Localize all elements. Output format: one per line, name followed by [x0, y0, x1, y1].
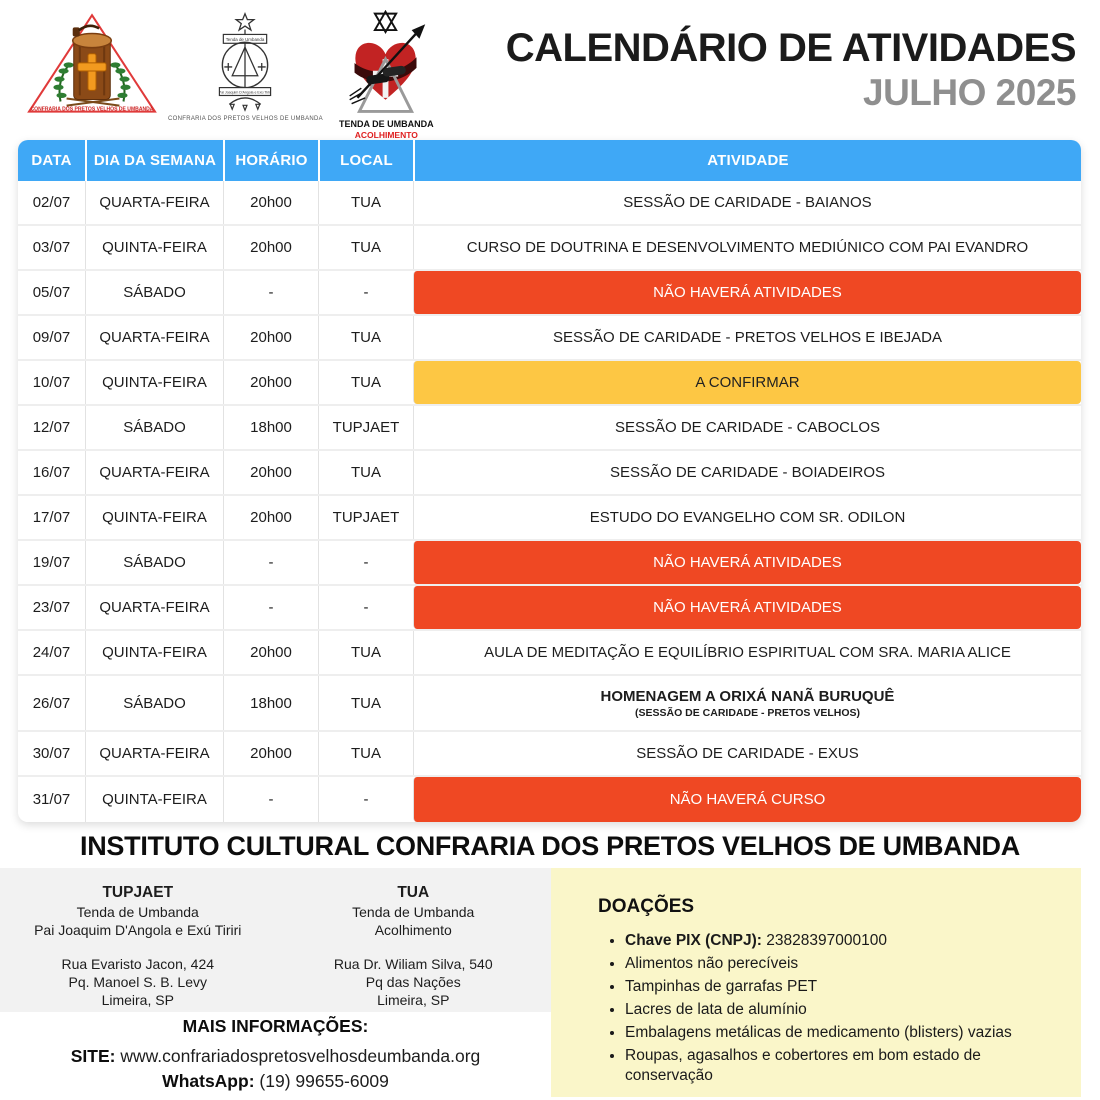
address-name-line2: Acolhimento — [374, 922, 452, 938]
tupjaet-point-icon — [181, 10, 309, 114]
table-row — [18, 181, 1081, 226]
cell-activity-no-course: NÃO HAVERÁ CURSO — [413, 777, 1081, 822]
cell-place: TUA — [318, 181, 413, 224]
institute-heading: INSTITUTO CULTURAL CONFRARIA DOS PRETOS VELHOS DE UMBANDA — [80, 831, 1020, 861]
cell-weekday: SÁBADO — [85, 271, 223, 314]
logo1-caption: CONFRARIA DOS PRETOS VELHOS DE UMBANDA — [30, 106, 154, 113]
address-tupjaet — [0, 883, 276, 1012]
cell-date: 24/07 — [32, 644, 71, 661]
cell-date: 23/07 — [32, 599, 71, 616]
address-city: Limeira, SP — [377, 992, 450, 1008]
cell-activity: SESSÃO DE CARIDADE - EXUS — [413, 732, 1081, 775]
table-row — [18, 451, 1081, 496]
tua-heart-icon — [340, 10, 432, 116]
cell-time: 20h00 — [223, 496, 318, 539]
donations-title: DOAÇÕES — [598, 896, 695, 917]
address-tua — [276, 883, 552, 1012]
address-acronym: TUA — [397, 884, 430, 901]
cell-weekday: QUARTA-FEIRA — [85, 586, 223, 629]
cell-time: 20h00 — [223, 451, 318, 494]
cell-place: TUA — [318, 631, 413, 674]
title-block — [506, 26, 1076, 115]
cell-weekday: QUINTA-FEIRA — [85, 631, 223, 674]
more-info-block — [0, 1016, 551, 1092]
cell-place: - — [318, 541, 413, 584]
cell-weekday: QUARTA-FEIRA — [85, 316, 223, 359]
cell-time: 20h00 — [223, 361, 318, 404]
site-line — [0, 1046, 551, 1067]
address-city: Limeira, SP — [101, 992, 174, 1008]
cell-activity: SESSÃO DE CARIDADE - CABOCLOS — [413, 406, 1081, 449]
cell-activity: SESSÃO DE CARIDADE - PRETOS VELHOS E IBEJADA — [413, 316, 1081, 359]
table-row — [18, 631, 1081, 676]
more-info-title: MAIS INFORMAÇÕES: — [182, 1016, 369, 1036]
cell-date: 16/07 — [32, 464, 71, 481]
cell-place: TUA — [318, 226, 413, 269]
table-row — [18, 732, 1081, 777]
cell-date: 12/07 — [32, 419, 71, 436]
cell-weekday: QUINTA-FEIRA — [85, 777, 223, 822]
cell-date: 10/07 — [32, 374, 71, 391]
cell-activity: AULA DE MEDITAÇÃO E EQUILÍBRIO ESPIRITUAL COM SRA. MARIA ALICE — [413, 631, 1081, 674]
cell-date: 02/07 — [32, 194, 71, 211]
cell-time: - — [223, 777, 318, 822]
cell-date: 30/07 — [32, 745, 71, 762]
table-row — [18, 676, 1081, 732]
cell-time: - — [223, 271, 318, 314]
cell-place: TUA — [318, 732, 413, 775]
cell-time: 20h00 — [223, 316, 318, 359]
donation-item: • Alimentos não perecíveis — [625, 954, 1045, 974]
address-acronym: TUPJAET — [102, 884, 174, 901]
cell-activity-no-activities: NÃO HAVERÁ ATIVIDADES — [413, 586, 1081, 629]
whatsapp-line — [0, 1071, 551, 1092]
cell-activity-no-activities: NÃO HAVERÁ ATIVIDADES — [413, 541, 1081, 584]
cell-activity-no-activities: NÃO HAVERÁ ATIVIDADES — [413, 271, 1081, 314]
cell-activity: SESSÃO DE CARIDADE - BOIADEIROS — [413, 451, 1081, 494]
donation-item: • Embalagens metálicas de medicamento (blisters) vazias — [625, 1023, 1045, 1043]
cell-weekday: QUARTA-FEIRA — [85, 732, 223, 775]
table-row — [18, 226, 1081, 271]
cell-date: 19/07 — [32, 554, 71, 571]
cell-place: TUA — [318, 361, 413, 404]
cell-date: 31/07 — [32, 791, 71, 808]
cell-place: TUA — [318, 451, 413, 494]
cell-weekday: QUARTA-FEIRA — [85, 451, 223, 494]
cell-time: 20h00 — [223, 181, 318, 224]
logo3-caption-line1: TENDA DE UMBANDA — [338, 119, 434, 129]
cell-date: 03/07 — [32, 239, 71, 256]
donation-item: • Roupas, agasalhos e cobertores em bom estado de conservação — [625, 1046, 1045, 1086]
cell-date: 05/07 — [32, 284, 71, 301]
address-name-line1: Tenda de Umbanda — [352, 904, 475, 920]
cell-place: TUA — [318, 316, 413, 359]
activities-table — [18, 140, 1081, 822]
cell-time: - — [223, 541, 318, 584]
donation-item: • Tampinhas de garrafas PET — [625, 977, 1045, 997]
address-street: Rua Evaristo Jacon, 424 — [61, 956, 215, 972]
table-row — [18, 586, 1081, 631]
table-row — [18, 361, 1081, 406]
addresses-panel — [0, 868, 551, 1012]
address-district: Pq das Nações — [365, 974, 461, 990]
confraria-triangle-icon — [26, 10, 158, 126]
column-header-atividade: ATIVIDADE — [413, 140, 1081, 181]
column-header-data: DATA — [31, 152, 72, 169]
donations-list — [625, 931, 1045, 1086]
donation-item: • Lacres de lata de alumínio — [625, 1000, 1045, 1020]
cell-activity: CURSO DE DOUTRINA E DESENVOLVIMENTO MEDIÚNICO COM PAI EVANDRO — [413, 226, 1081, 269]
cell-place: - — [318, 586, 413, 629]
cell-activity-homage — [413, 676, 1081, 730]
activity-subtitle: (SESSÃO DE CARIDADE - PRETOS VELHOS) — [634, 706, 860, 719]
table-row — [18, 406, 1081, 451]
address-name-line2: Pai Joaquim D'Angola e Exú Tiriri — [34, 922, 242, 938]
donations-panel — [551, 868, 1081, 1097]
logo3-caption-line2: ACOLHIMENTO — [354, 130, 418, 140]
whatsapp-label: WhatsApp: — [162, 1071, 255, 1091]
site-label: SITE: — [70, 1046, 116, 1066]
logo-strip — [26, 10, 434, 140]
cell-weekday: QUINTA-FEIRA — [85, 496, 223, 539]
cell-activity: ESTUDO DO EVANGELHO COM SR. ODILON — [413, 496, 1081, 539]
cell-place: - — [318, 777, 413, 822]
donation-item-pix — [625, 931, 1045, 951]
table-row — [18, 496, 1081, 541]
cell-time: 18h00 — [223, 406, 318, 449]
table-row — [18, 316, 1081, 361]
logo2-banner-top: Tenda de Umbanda — [226, 36, 265, 42]
cell-date: 17/07 — [32, 509, 71, 526]
cell-place: TUA — [318, 676, 413, 730]
cell-place: - — [318, 271, 413, 314]
cell-weekday: SÁBADO — [85, 676, 223, 730]
cell-weekday: QUINTA-FEIRA — [85, 226, 223, 269]
cell-time: 20h00 — [223, 226, 318, 269]
activity-title: HOMENAGEM A ORIXÁ NANÃ BURUQUÊ — [600, 687, 895, 705]
cell-time: 20h00 — [223, 631, 318, 674]
address-district: Pq. Manoel S. B. Levy — [68, 974, 208, 990]
spacer — [0, 939, 276, 955]
cell-place: TUPJAET — [318, 496, 413, 539]
page-title: CALENDÁRIO DE ATIVIDADES — [505, 26, 1076, 70]
table-row — [18, 541, 1081, 586]
whatsapp-number: (19) 99655-6009 — [259, 1071, 389, 1091]
cell-time: - — [223, 586, 318, 629]
cell-weekday: SÁBADO — [85, 541, 223, 584]
cell-time: 20h00 — [223, 732, 318, 775]
column-header-horario: HORÁRIO — [223, 140, 318, 181]
logo2-caption: CONFRARIA DOS PRETOS VELHOS DE UMBANDA — [168, 116, 323, 122]
cell-weekday: QUINTA-FEIRA — [85, 361, 223, 404]
tupjaet-point-logo — [168, 10, 323, 122]
table-row — [18, 777, 1081, 822]
cell-weekday: QUARTA-FEIRA — [85, 181, 223, 224]
address-street: Rua Dr. Wiliam Silva, 540 — [333, 956, 493, 972]
tua-heart-logo — [339, 10, 434, 140]
page-subtitle: JULHO 2025 — [863, 72, 1076, 113]
column-header-local: LOCAL — [318, 140, 413, 181]
confraria-triangle-logo — [26, 10, 158, 126]
cell-time: 18h00 — [223, 676, 318, 730]
table-header-row — [18, 140, 1081, 181]
address-name-line1: Tenda de Umbanda — [76, 904, 199, 920]
cell-date: 09/07 — [32, 329, 71, 346]
cell-date: 26/07 — [32, 694, 71, 712]
cell-weekday: SÁBADO — [85, 406, 223, 449]
site-url: www.confrariadospretosvelhosdeumbanda.org — [120, 1046, 481, 1066]
column-header-dia: DIA DA SEMANA — [85, 140, 223, 181]
spacer — [276, 939, 552, 955]
pix-key: 23828397000100 — [766, 932, 887, 949]
cell-place: TUPJAET — [318, 406, 413, 449]
cell-activity-to-confirm: A CONFIRMAR — [413, 361, 1081, 404]
pix-label: Chave PIX (CNPJ): — [625, 932, 767, 949]
table-row — [18, 271, 1081, 316]
logo2-banner-bottom: Pai Joaquim D'Angola e Exú Tiriri — [219, 90, 272, 95]
cell-activity: SESSÃO DE CARIDADE - BAIANOS — [413, 181, 1081, 224]
